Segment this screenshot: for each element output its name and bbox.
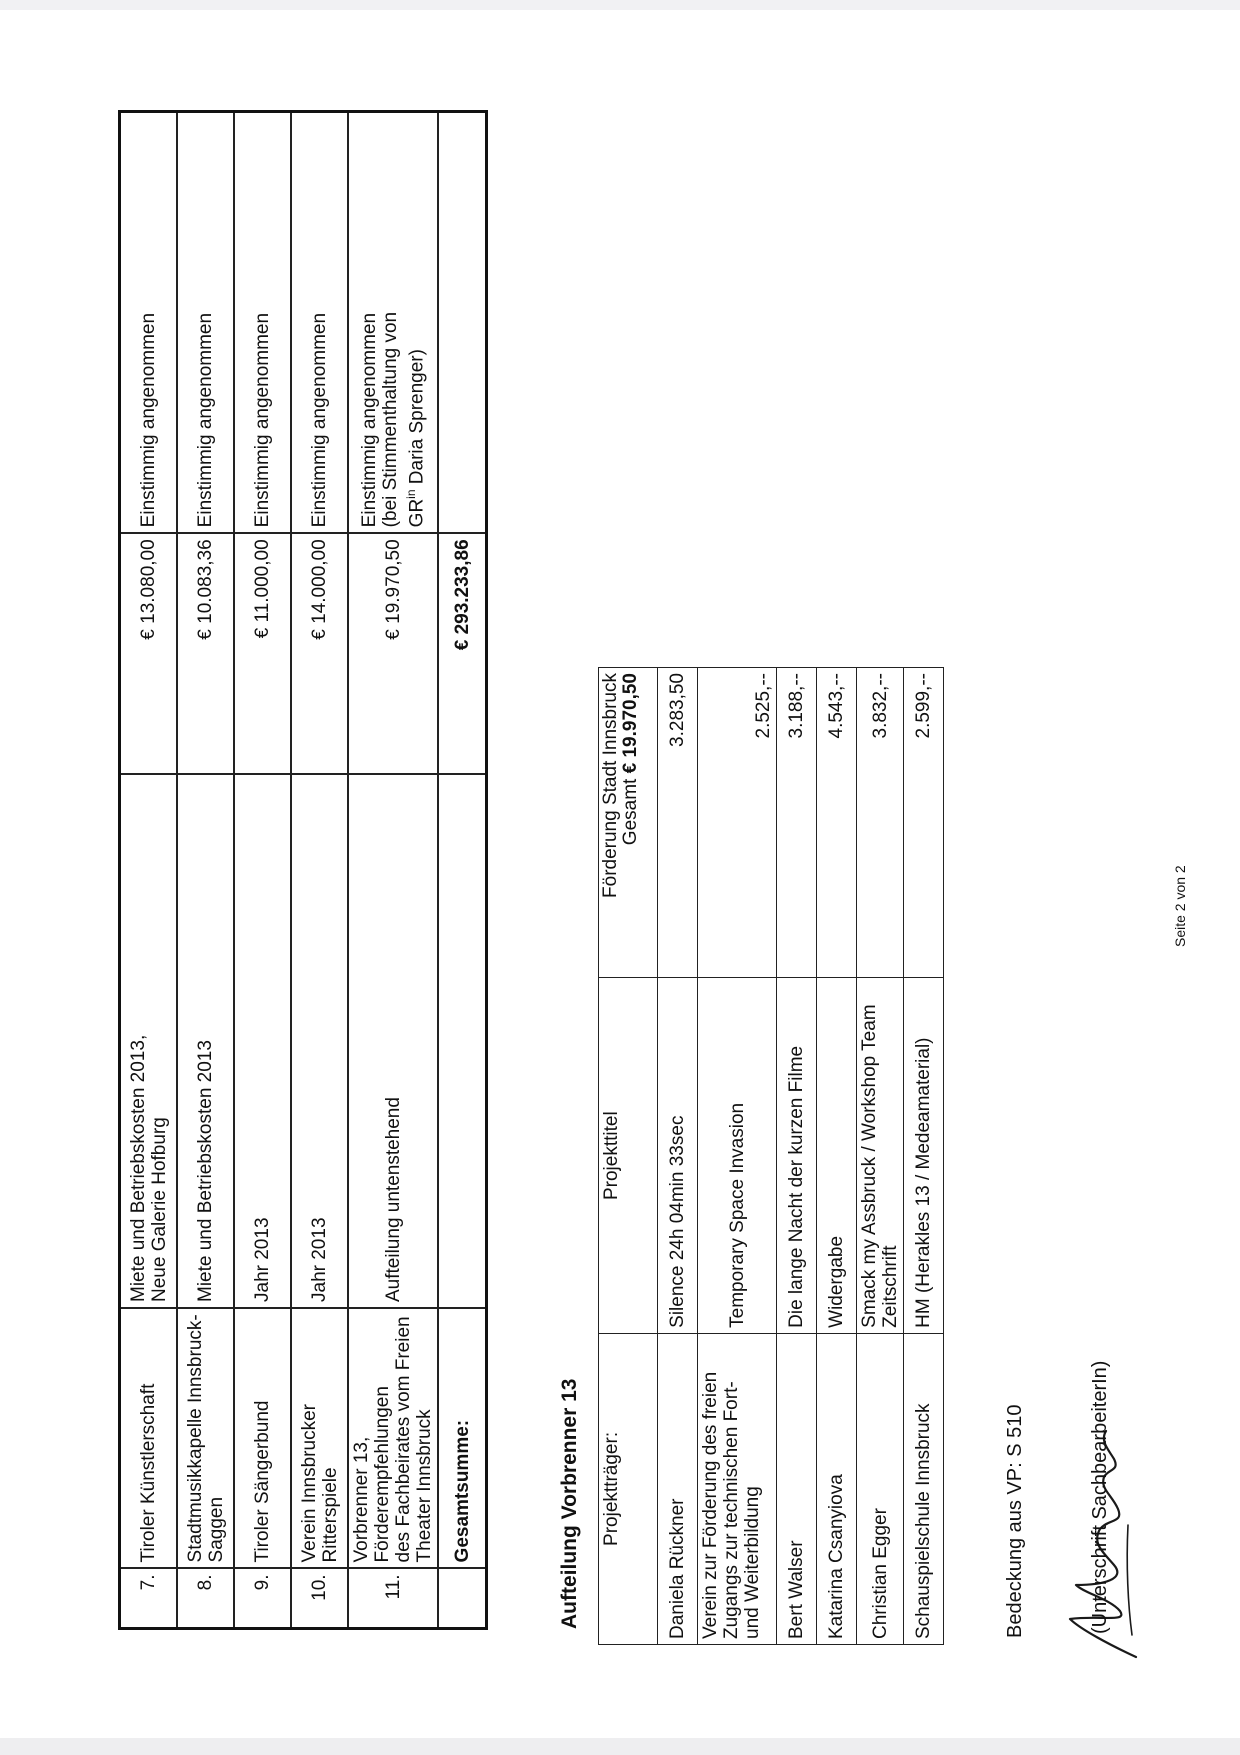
resolution-name: Daria Sprenger) (406, 349, 428, 490)
row-number: 11. (348, 1568, 438, 1628)
traeger: Bert Walser (777, 1333, 817, 1644)
table-row (120, 112, 178, 1629)
betrag: 2.599,-- (904, 668, 944, 978)
header-total-prefix: Gesamt (620, 773, 641, 846)
table-row (777, 668, 817, 1645)
traeger-line: Zugangs zur technischen Fort- (721, 1381, 742, 1639)
resolution-line (401, 118, 427, 527)
resolution-line: (bei Stimmenthaltung von (379, 311, 401, 528)
resolution-superscript: in (403, 489, 418, 499)
table-row (658, 668, 698, 1645)
amount: € 10.083,36 (177, 533, 234, 774)
header-row (599, 668, 658, 1645)
traeger: Christian Egger (857, 1333, 904, 1644)
traeger: Schauspielschule Innsbruck (904, 1333, 944, 1644)
table-row (698, 668, 777, 1645)
projekttitel: Temporary Space Invasion (698, 978, 777, 1333)
row-number: 10. (291, 1568, 348, 1628)
breakdown-title: Aufteilung Vorbrenner 13 (558, 1378, 581, 1629)
total-row (438, 112, 487, 1629)
table-row (817, 668, 857, 1645)
signature-caption: (Unterschrift SachbearbeiterIn) (1089, 1360, 1111, 1634)
traeger-line: und Weiterbildung (742, 1486, 763, 1639)
row-number: 7. (120, 1568, 178, 1628)
traeger-line: Verein zur Förderung des freien (700, 1371, 721, 1639)
projekttitel: HM (Herakles 13 / Medeamaterial) (904, 978, 944, 1333)
purpose (120, 774, 178, 1308)
organisation: Tiroler Sängerbund (234, 1308, 291, 1568)
table-row (348, 112, 438, 1629)
total-label: Gesamtsumme: (438, 1308, 487, 1568)
purpose-line: Neue Galerie Hofburg (148, 1117, 170, 1302)
resolution-line: Einstimmig angenommen (358, 312, 380, 528)
betrag: 4.543,-- (817, 668, 857, 978)
projekttitel: Smack my Assbruck / Workshop Team Zeitschrift (857, 978, 904, 1333)
header-foerderung-line: Förderung Stadt Innsbruck (600, 673, 621, 898)
page-number: Seite 2 von 2 (1172, 865, 1188, 947)
resolution: Einstimmig angenommen (177, 112, 234, 534)
organisation: Stadtmusikkapelle Innsbruck-Saggen (177, 1308, 234, 1568)
projekttitel: Silence 24h 04min 33sec (658, 978, 698, 1333)
purpose: Aufteilung untenstehend (348, 774, 438, 1308)
header-foerderung (599, 668, 658, 978)
organisation-line: Theater Innsbruck (414, 1409, 435, 1563)
purpose: Jahr 2013 (234, 774, 291, 1308)
empty-cell (438, 774, 487, 1308)
organisation-line: des Fachbeirates vom Freien (393, 1316, 414, 1563)
amount: € 14.000,00 (291, 533, 348, 774)
traeger (698, 1333, 777, 1644)
resolution (348, 112, 438, 534)
empty-cell (438, 1568, 487, 1628)
purpose: Miete und Betriebskosten 2013 (177, 774, 234, 1308)
table-row (857, 668, 904, 1645)
coverage-note: Bedeckung aus VP: S 510 (1004, 1404, 1026, 1638)
betrag: 3.283,50 (658, 668, 698, 978)
subsidy-table (118, 110, 488, 1630)
table-row (904, 668, 944, 1645)
betrag: 3.832,-- (857, 668, 904, 978)
table-row (177, 112, 234, 1629)
resolution: Einstimmig angenommen (120, 112, 178, 534)
traeger: Daniela Rückner (658, 1333, 698, 1644)
resolution: Einstimmig angenommen (234, 112, 291, 534)
purpose-line: Miete und Betriebskosten 2013, (127, 1034, 149, 1302)
purpose: Jahr 2013 (291, 774, 348, 1308)
resolution: Einstimmig angenommen (291, 112, 348, 534)
breakdown-table (598, 667, 944, 1645)
traeger: Katarina Csanyiova (817, 1333, 857, 1644)
betrag: 3.188,-- (777, 668, 817, 978)
header-total-amount: € 19.970,50 (620, 673, 641, 774)
table-row (234, 112, 291, 1629)
header-foerderung-total (621, 673, 641, 972)
empty-cell (438, 112, 487, 534)
header-traeger: Projektträger: (599, 1333, 658, 1644)
amount: € 19.970,50 (348, 533, 438, 774)
table-row (291, 112, 348, 1629)
betrag: 2.525,-- (698, 668, 777, 978)
organisation: Tiroler Künstlerschaft (120, 1308, 178, 1568)
projekttitel: Widergabe (817, 978, 857, 1333)
header-titel: Projekttitel (599, 978, 658, 1333)
row-number: 9. (234, 1568, 291, 1628)
organisation (348, 1308, 438, 1568)
amount: € 11.000,00 (234, 533, 291, 774)
projekttitel: Die lange Nacht der kurzen Filme (777, 978, 817, 1333)
total-amount: € 293.233,86 (438, 533, 487, 774)
amount: € 13.080,00 (120, 533, 178, 774)
row-number: 8. (177, 1568, 234, 1628)
resolution-prefix: GR (406, 498, 428, 528)
organisation-line: Vorbrenner 13, Förderempfehlungen (351, 1386, 393, 1563)
organisation: Verein Innsbrucker Ritterspiele (291, 1308, 348, 1568)
